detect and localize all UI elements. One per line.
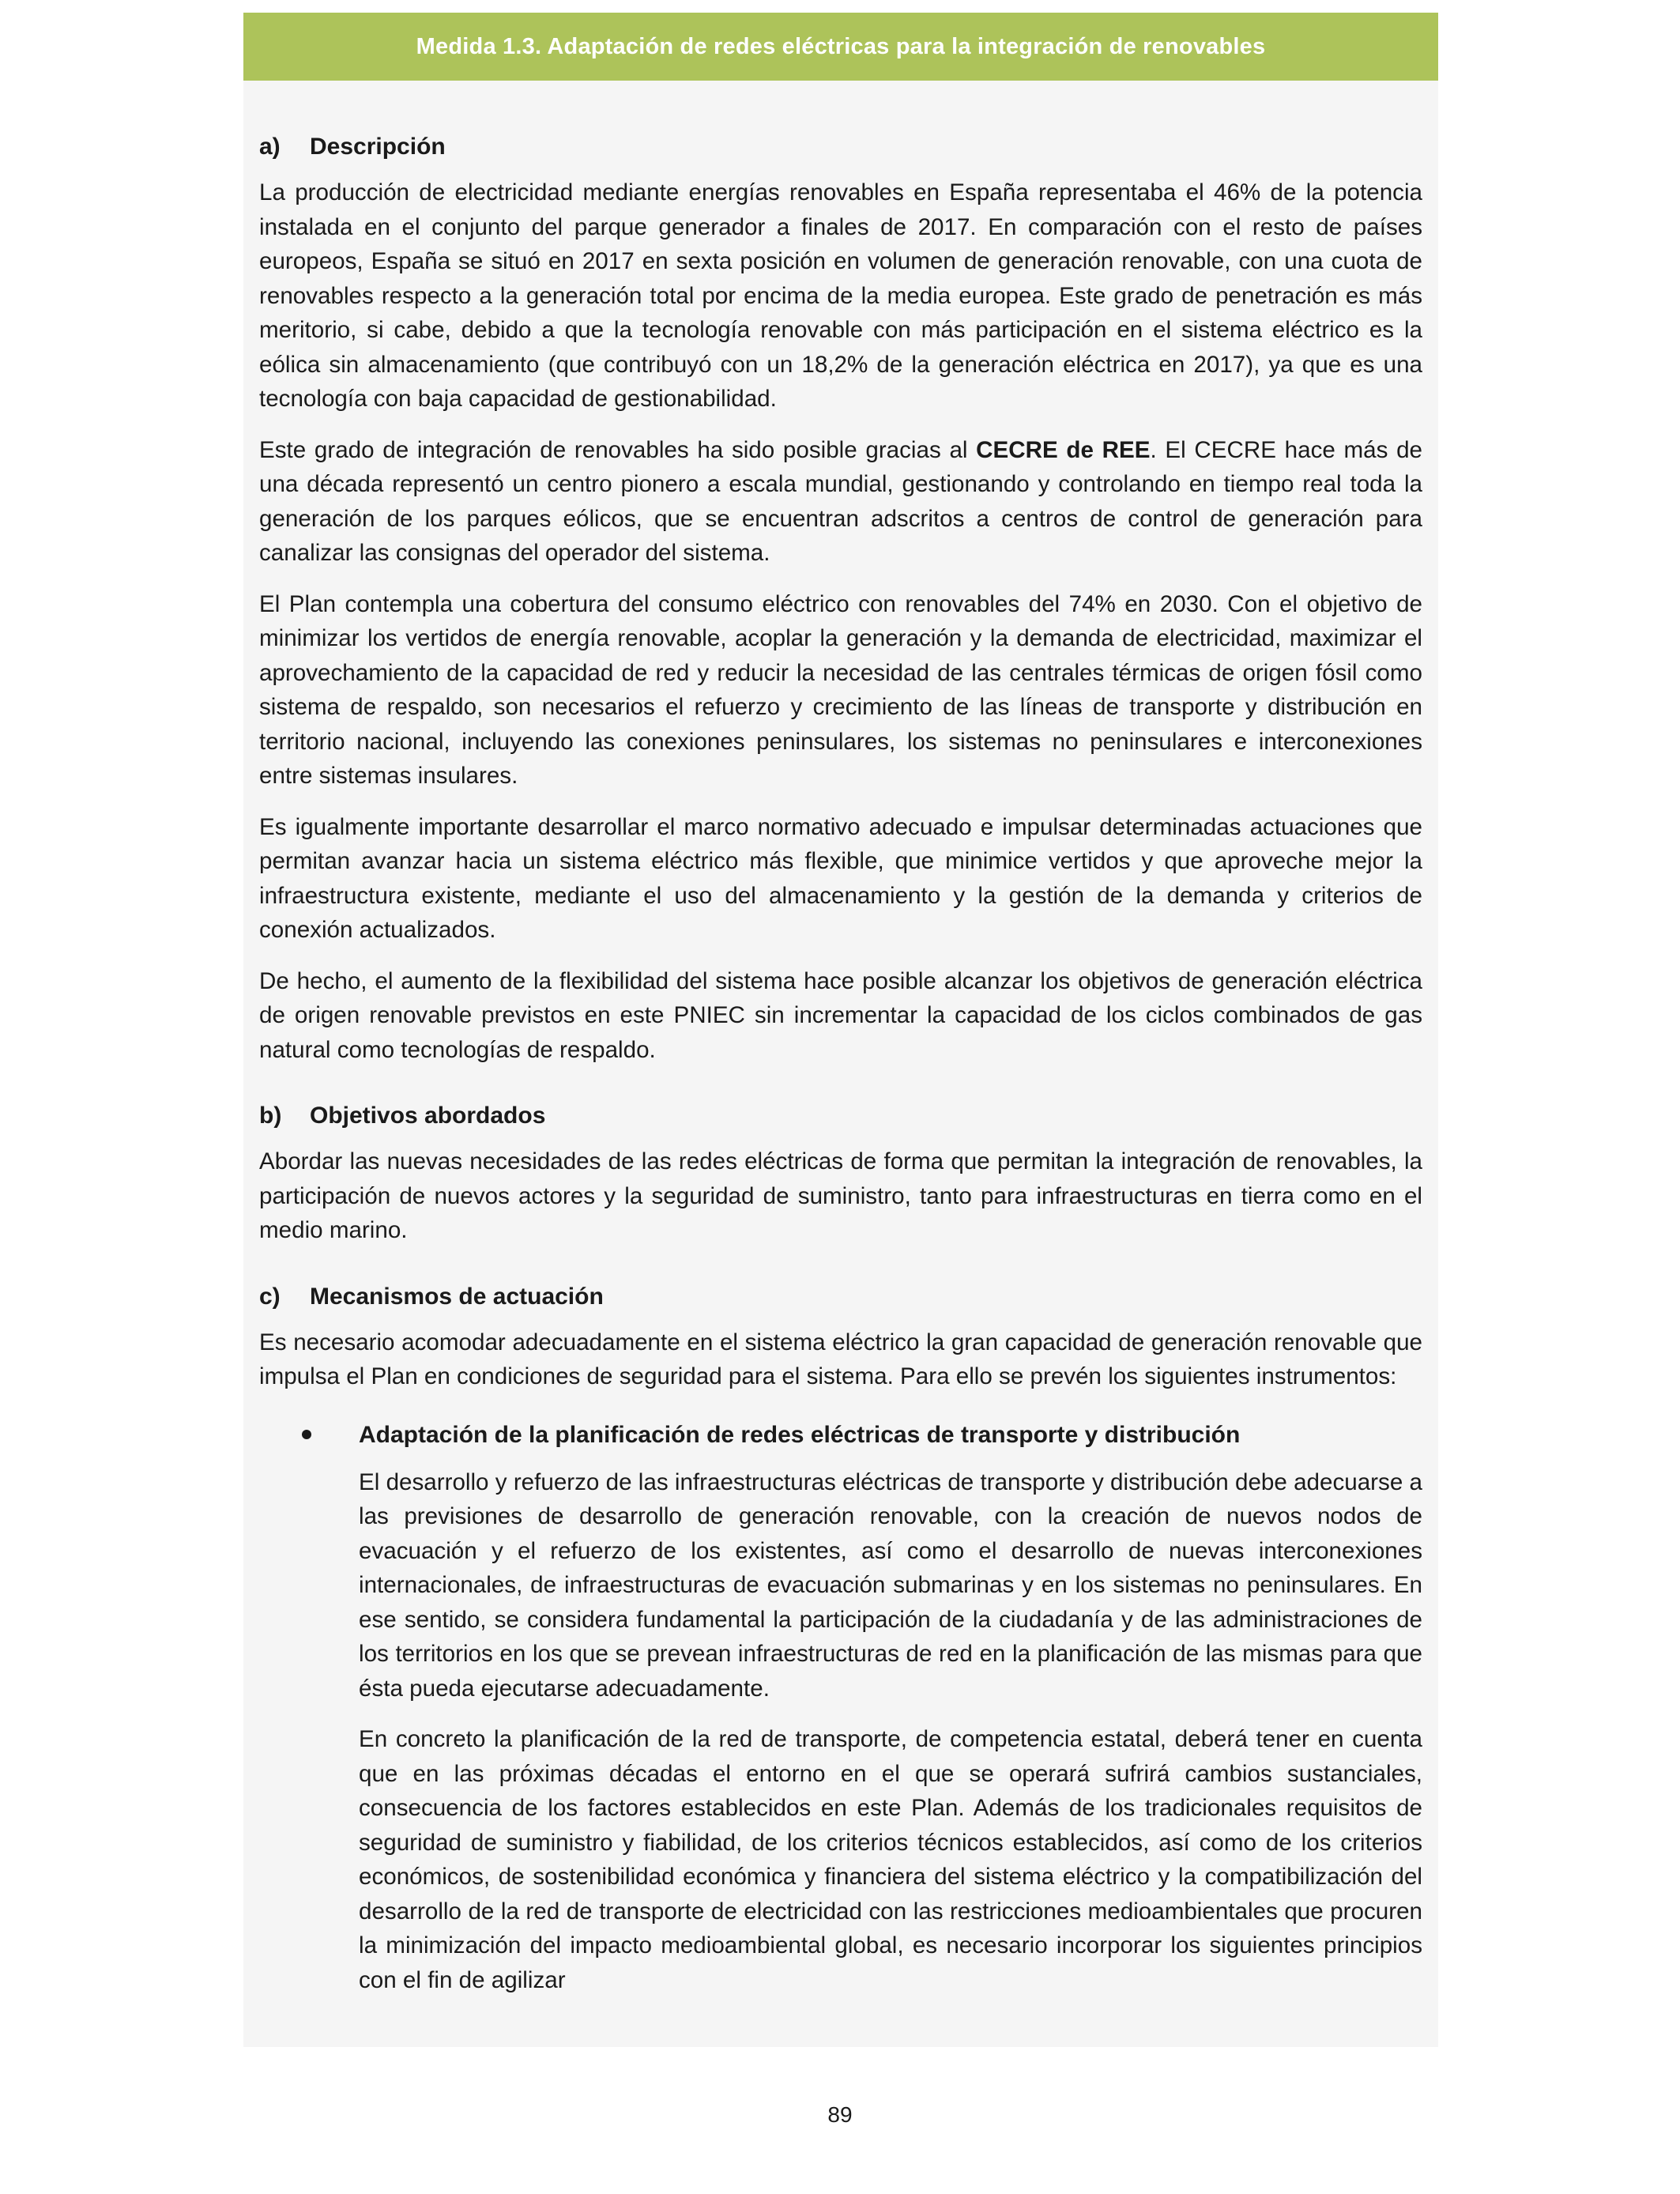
bullet-title: Adaptación de la planificación de redes eléctricas de transporte y distribución [359,1421,1241,1448]
bullet-icon [259,1418,359,1453]
list-item [259,1418,1422,1998]
section-b-paragraph-1: Abordar las nuevas necesidades de las redes eléctricas de forma que permitan la integración de renovables, la participación de nuevos actores y la seguridad de suministro, tanto para infraestructuras en tierra como en el medio marino. [259,1148,1422,1243]
section-a-paragraph-4: Es igualmente importante desarrollar el marco normativo adecuado e impulsar determinadas actuaciones que permitan avanzar hacia un sistema eléctrico más flexible, que minimice vertidos y que aproveche mejor la infraestructura existente, mediante el uso del almacenamiento y la gestión de la demanda y criterios de conexión actualizados. [259,813,1422,943]
bullet-paragraph-2: En concreto la planificación de la red de transporte, de competencia estatal, deberá tener en cuenta que en las próximas décadas el entorno en el que se operará sufrirá cambios sustanciales, consecuencia de los factores establecidos en este Plan. Además de los tradicionales requisitos de seguridad de suministro y fiabilidad, de los criterios técnicos establecidos, así como de los criterios económicos, de sostenibilidad económica y financiera del sistema eléctrico y la compatibilización del desarrollo de la red de transporte de electricidad con las restricciones medioambientales que procuren la minimización del impacto medioambiental global, es necesario incorporar los siguientes principios con el fin de agilizar [359,1726,1422,1993]
measure-title: Medida 1.3. Adaptación de redes eléctricas para la integración de renovables [416,33,1266,59]
bullet-heading [259,1418,1422,1453]
cecre-emphasis: CECRE de REE [976,436,1151,463]
section-a-letter: a) [259,134,281,160]
section-c-paragraph-1: Es necesario acomodar adecuadamente en el sistema eléctrico la gran capacidad de generación renovable que impulsa el Plan en condiciones de seguridad para el sistema. Para ello se prevén los siguientes instrumentos: [259,1329,1422,1389]
section-a-paragraph-1: La producción de electricidad mediante energías renovables en España representaba el 46% de la potencia instalada en el conjunto del parque generador a finales de 2017. En comparación con el resto de países europeos, España se situó en 2017 en sexta posición en volumen de generación renovable, con una cuota de renovables respecto a la generación total por encima de la media europea. Este grado de penetración es más meritorio, si cabe, debido a que la tecnología renovable con más participación en el sistema eléctrico es la eólica sin almacenamiento (que contribuyó con un 18,2% de la generación eléctrica en 2017), ya que es una tecnología con baja capacidad de gestionabilidad. [259,179,1422,412]
page-number: 89 [827,2102,853,2127]
measure-content [243,81,1438,1997]
section-b-title: Objetivos abordados [310,1103,546,1129]
section-a-heading [259,130,1422,164]
measure-box [243,13,1438,2047]
section-a-paragraph-5: De hecho, el aumento de la flexibilidad del sistema hace posible alcanzar los objetivos de generación eléctrica de origen renovable previstos en este PNIEC sin incrementar la capacidad de los ciclos combinados de gas natural como tecnologías de respaldo. [259,967,1422,1063]
section-a-paragraph-2 [259,433,1422,571]
section-c-title: Mecanismos de actuación [310,1283,604,1310]
bullet-paragraph-1: El desarrollo y refuerzo de las infraestructuras eléctricas de transporte y distribución debe adecuarse a las previsiones de desarrollo de generación renovable, con la creación de nuevos nodos de evacuación y el refuerzo de los existentes, así como el desarrollo de nuevas interconexiones internacionales, de infraestructuras de evacuación submarinas y en los sistemas no peninsulares. En ese sentido, se considera fundamental la participación de la ciudadanía y de las administraciones de los territorios en los que se prevean infraestructuras de red en la planificación de las mismas para que ésta pueda ejecutarse adecuadamente. [359,1468,1422,1702]
section-a-title: Descripción [310,134,446,160]
section-b-heading [259,1099,1422,1133]
section-a-paragraph-2-start: Este grado de integración de renovables ha sido posible gracias al [259,436,977,463]
section-a-paragraph-2-end: . El CECRE hace más de una década representó un centro pionero a escala mundial, gestionando y controlando en tiempo real toda la generación de los parques eólicos, que se encuentran adscritos a centros de control de generación para canalizar las consignas del operador del sistema. [259,436,1423,566]
section-b-letter: b) [259,1103,282,1129]
measure-header [243,13,1438,81]
section-a-paragraph-3: El Plan contempla una cobertura del consumo eléctrico con renovables del 74% en 2030. Con el objetivo de minimizar los vertidos de energía renovable, acoplar la generación y la demanda de electricidad, maximizar el aprovechamiento de la capacidad de red y reducir la necesidad de las centrales térmicas de origen fósil como sistema de respaldo, son necesarios el refuerzo y crecimiento de las líneas de transporte y distribución en territorio nacional, incluyendo las conexiones peninsulares, los sistemas no peninsulares e interconexiones entre sistemas insulares. [259,590,1422,789]
section-c-letter: c) [259,1283,281,1310]
section-c-heading [259,1280,1422,1314]
